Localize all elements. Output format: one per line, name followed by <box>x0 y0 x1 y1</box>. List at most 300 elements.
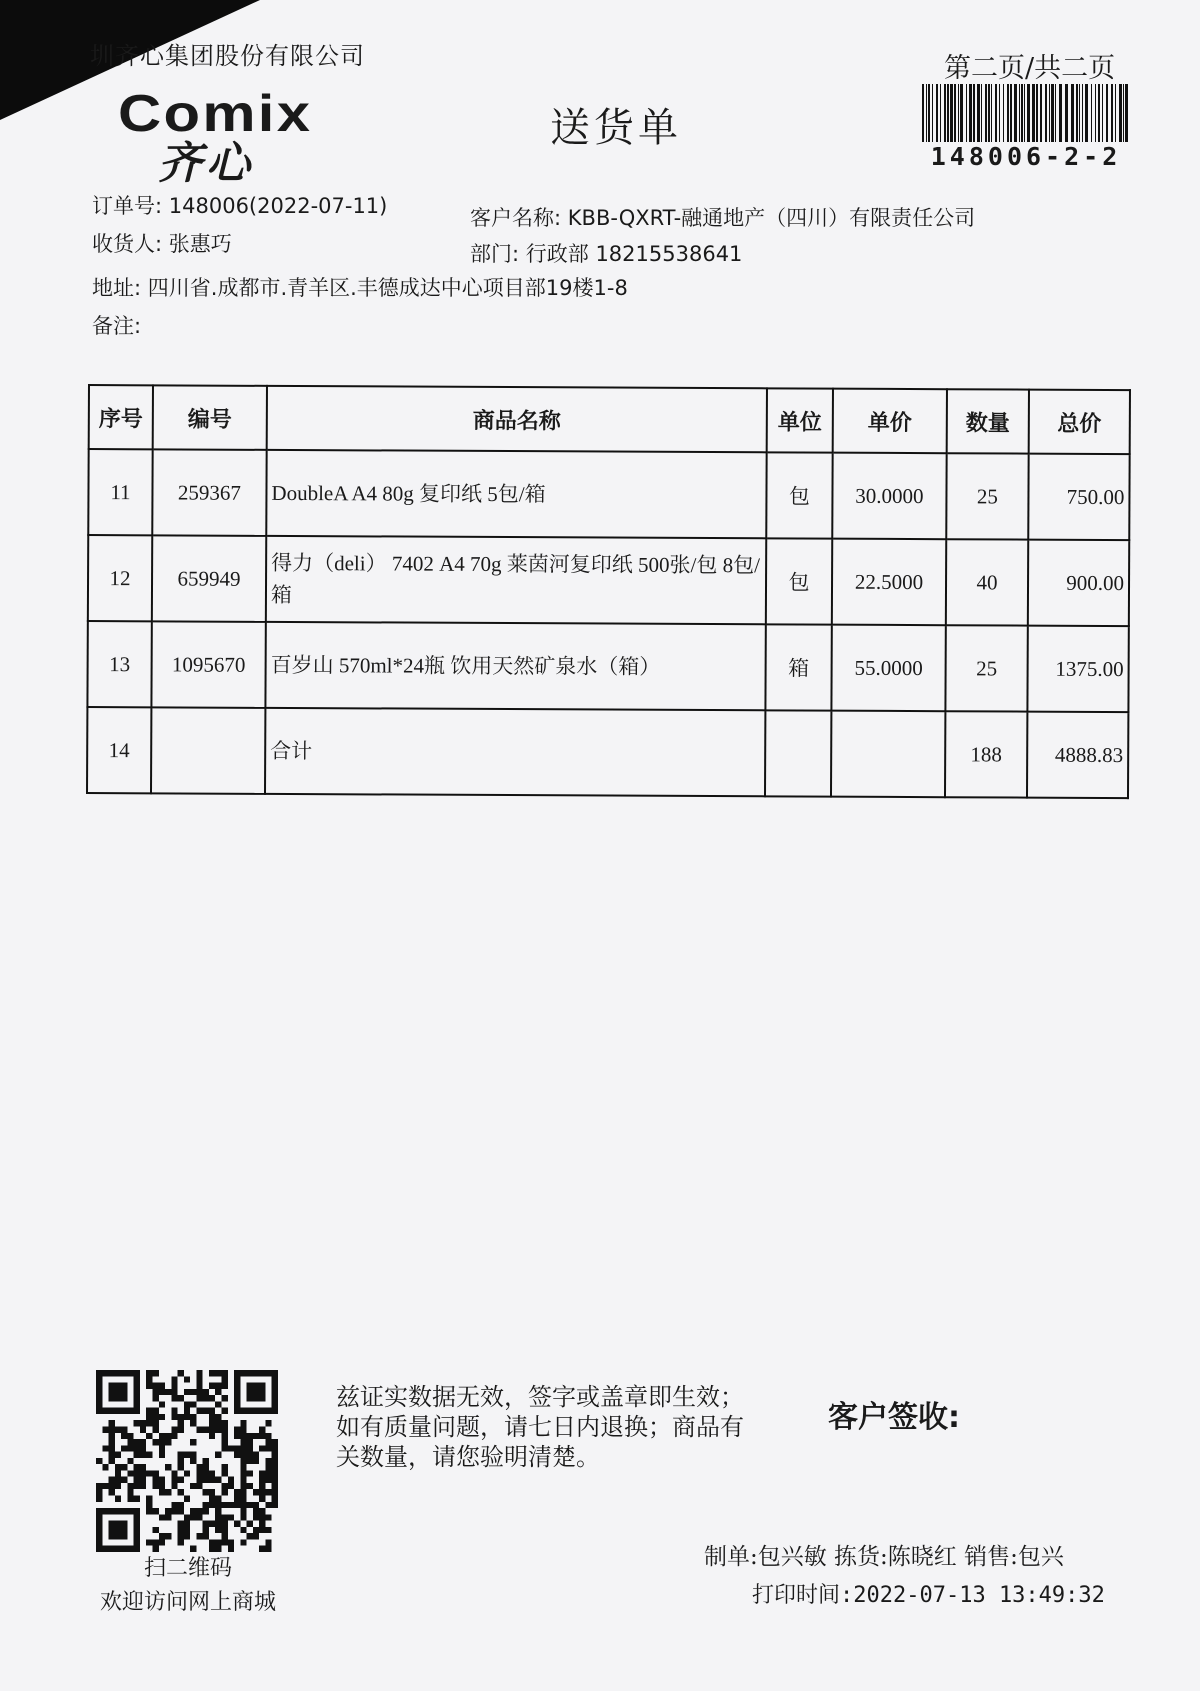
qr-module <box>152 1426 158 1432</box>
cell-no: 12 <box>88 535 152 621</box>
barcode-bar <box>958 84 959 142</box>
address-value: 四川省.成都市.青羊区.丰德成达中心项目部19楼1-8 <box>147 276 628 300</box>
cell-total: 1375.00 <box>1027 626 1128 712</box>
qr-module <box>146 1496 152 1502</box>
qr-module <box>215 1452 221 1458</box>
qr-module <box>109 1489 115 1495</box>
qr-module <box>215 1383 221 1389</box>
barcode-bar <box>1045 84 1047 142</box>
qr-module <box>240 1508 246 1514</box>
qr-module <box>259 1477 265 1483</box>
qr-module <box>140 1426 146 1432</box>
cell-price: 22.5000 <box>832 539 946 626</box>
qr-module <box>171 1483 177 1489</box>
qr-module <box>234 1445 240 1451</box>
qr-module <box>102 1426 108 1432</box>
qr-module <box>171 1414 177 1420</box>
qr-module <box>109 1433 115 1439</box>
qr-module <box>109 1439 115 1445</box>
barcode-bar <box>1098 84 1100 142</box>
qr-module <box>259 1426 265 1432</box>
remark-label: 备注: <box>92 314 142 338</box>
qr-module <box>152 1383 158 1389</box>
qr-caption <box>72 1552 304 1620</box>
table-header-row <box>89 385 1130 454</box>
logo-text-en: Comix <box>118 85 313 143</box>
qr-module <box>115 1470 121 1476</box>
cell-unit: 包 <box>766 452 832 538</box>
qr-module <box>165 1464 171 1470</box>
qr-module <box>265 1539 271 1545</box>
qr-module <box>240 1426 246 1432</box>
qr-module <box>152 1420 158 1426</box>
qr-module <box>165 1533 171 1539</box>
cell-code: 259367 <box>152 449 266 536</box>
qr-module <box>240 1464 246 1470</box>
qr-module <box>222 1395 228 1401</box>
qr-module <box>209 1489 215 1495</box>
qr-module <box>222 1433 228 1439</box>
barcode-bar <box>1123 84 1124 142</box>
qr-module <box>234 1433 240 1439</box>
qr-module <box>159 1539 165 1545</box>
barcode-bar <box>1076 84 1078 142</box>
barcode-bar <box>1014 84 1017 142</box>
qr-module <box>203 1502 209 1508</box>
barcode-bar <box>1003 84 1004 142</box>
qr-module <box>140 1483 146 1489</box>
qr-module <box>171 1470 177 1476</box>
qr-module <box>228 1514 234 1520</box>
qr-module <box>222 1489 228 1495</box>
cell-code: 1095670 <box>151 621 265 708</box>
barcode-bar <box>999 84 1000 142</box>
qr-module <box>240 1470 246 1476</box>
barcode-bar <box>928 84 930 142</box>
qr-module <box>121 1477 127 1483</box>
barcode-bar <box>1055 84 1056 142</box>
qr-module <box>209 1420 215 1426</box>
qr-module <box>209 1433 215 1439</box>
qr-module <box>209 1496 215 1502</box>
qr-module <box>253 1533 259 1539</box>
qr-module <box>265 1445 271 1451</box>
cell-qty: 25 <box>946 453 1028 539</box>
qr-module <box>209 1370 215 1376</box>
qr-module <box>171 1383 177 1389</box>
barcode-bar <box>1095 84 1096 142</box>
qr-module <box>190 1452 196 1458</box>
qr-module <box>171 1508 177 1514</box>
barcode-bar <box>1036 84 1038 142</box>
qr-module <box>152 1477 158 1483</box>
qr-module <box>215 1527 221 1533</box>
qr-module <box>134 1496 140 1502</box>
barcode-bar <box>1082 84 1083 142</box>
qr-module <box>152 1370 158 1376</box>
qr-module <box>159 1452 165 1458</box>
department <box>470 238 742 268</box>
address-label: 地址: <box>92 276 142 300</box>
qr-module <box>265 1420 271 1426</box>
qr-module <box>146 1408 152 1414</box>
qr-module <box>178 1539 184 1545</box>
qr-module <box>159 1383 165 1389</box>
qr-module <box>215 1502 221 1508</box>
qr-module <box>272 1439 278 1445</box>
qr-module <box>265 1489 271 1495</box>
barcode-bar <box>1091 84 1092 142</box>
qr-module <box>222 1521 228 1527</box>
qr-module <box>121 1445 127 1451</box>
barcode-bar <box>966 84 967 142</box>
qr-module <box>222 1370 228 1376</box>
qr-module <box>259 1527 265 1533</box>
qr-module <box>196 1389 202 1395</box>
qr-module <box>247 1458 253 1464</box>
cell-qty: 25 <box>945 625 1027 711</box>
qr-module <box>259 1445 265 1451</box>
qr-module <box>228 1483 234 1489</box>
qr-module <box>140 1477 146 1483</box>
qr-module <box>146 1370 152 1376</box>
qr-module <box>159 1389 165 1395</box>
qr-module <box>121 1426 127 1432</box>
barcode-bar <box>1051 84 1054 142</box>
qr-module <box>234 1502 240 1508</box>
qr-module <box>178 1502 184 1508</box>
qr-module <box>178 1521 184 1527</box>
qr-module <box>247 1502 253 1508</box>
qr-module <box>259 1496 265 1502</box>
barcode-bar <box>1021 84 1023 142</box>
qr-module <box>196 1408 202 1414</box>
qr-module <box>222 1376 228 1382</box>
qr-module <box>234 1496 240 1502</box>
qr-module <box>184 1401 190 1407</box>
qr-module <box>165 1489 171 1495</box>
qr-module <box>222 1502 228 1508</box>
qr-module <box>203 1470 209 1476</box>
qr-module <box>272 1445 278 1451</box>
barcode-bar <box>1024 84 1025 142</box>
qr-module <box>152 1389 158 1395</box>
qr-module <box>159 1514 165 1520</box>
staff-line: 制单:包兴敏 拣货:陈晓红 销售:包兴 <box>704 1544 1064 1570</box>
barcode-bar <box>973 84 975 142</box>
qr-module <box>253 1508 259 1514</box>
qr-module <box>190 1483 196 1489</box>
qr-module <box>272 1477 278 1483</box>
qr-module <box>272 1470 278 1476</box>
qr-module <box>240 1489 246 1495</box>
table-row <box>88 535 1129 626</box>
qr-module <box>222 1533 228 1539</box>
cell-no: 13 <box>87 621 151 707</box>
qr-module <box>152 1483 158 1489</box>
qr-module <box>234 1489 240 1495</box>
qr-module <box>127 1483 133 1489</box>
qr-module <box>222 1539 228 1545</box>
qr-module <box>127 1470 133 1476</box>
qr-module <box>184 1496 190 1502</box>
qr-module <box>203 1527 209 1533</box>
barcode-bar <box>977 84 980 142</box>
qr-module <box>196 1370 202 1376</box>
qr-module <box>240 1445 246 1451</box>
qr-module <box>209 1414 215 1420</box>
qr-module <box>159 1483 165 1489</box>
cell-no: 14 <box>87 707 151 793</box>
qr-module <box>253 1502 259 1508</box>
qr-module <box>240 1527 246 1533</box>
qr-module <box>171 1408 177 1414</box>
qr-module <box>109 1458 115 1464</box>
barcode-bar <box>950 84 953 142</box>
cell-code: 659949 <box>152 535 266 622</box>
qr-module <box>115 1426 121 1432</box>
cell-name: 得力（deli） 7402 A4 70g 莱茵河复印纸 500张/包 8包/箱 <box>266 536 766 624</box>
qr-module <box>152 1527 158 1533</box>
qr-module <box>196 1383 202 1389</box>
qr-module <box>247 1483 253 1489</box>
qr-module <box>109 1420 115 1426</box>
qr-module <box>171 1395 177 1401</box>
qr-module <box>178 1395 184 1401</box>
qr-module <box>178 1452 184 1458</box>
qr-module <box>222 1426 228 1432</box>
qr-module <box>134 1439 140 1445</box>
qr-module <box>259 1470 265 1476</box>
qr-module <box>240 1439 246 1445</box>
cell-unit: 箱 <box>765 624 831 710</box>
barcode-bar <box>922 84 924 142</box>
qr-module <box>190 1401 196 1407</box>
qr-module <box>196 1470 202 1476</box>
cell-total: 900.00 <box>1028 540 1129 626</box>
qr-module <box>171 1502 177 1508</box>
cell-total: 4888.83 <box>1027 712 1128 798</box>
qr-module <box>222 1439 228 1445</box>
qr-module <box>209 1408 215 1414</box>
barcode-bar <box>1010 84 1012 142</box>
qr-module <box>203 1521 209 1527</box>
page-indicator: 第二页/共二页 <box>944 53 1116 84</box>
qr-module <box>247 1452 253 1458</box>
qr-module <box>259 1483 265 1489</box>
qr-module <box>234 1426 240 1432</box>
qr-module <box>127 1445 133 1451</box>
qr-module <box>96 1489 102 1495</box>
qr-module <box>253 1452 259 1458</box>
qr-module <box>265 1464 271 1470</box>
qr-module <box>240 1420 246 1426</box>
header-qty: 数量 <box>947 389 1029 453</box>
qr-module <box>265 1527 271 1533</box>
qr-module <box>203 1458 209 1464</box>
qr-module <box>184 1408 190 1414</box>
qr-module <box>215 1539 221 1545</box>
qr-module <box>146 1508 152 1514</box>
qr-code[interactable] <box>96 1370 278 1552</box>
qr-module <box>184 1521 190 1527</box>
qr-module <box>171 1389 177 1395</box>
qr-module <box>234 1452 240 1458</box>
barcode-bar <box>944 84 946 142</box>
header-no: 序号 <box>89 385 153 449</box>
qr-module <box>165 1514 171 1520</box>
qr-module <box>215 1426 221 1432</box>
qr-module <box>178 1464 184 1470</box>
qr-module <box>178 1426 184 1432</box>
qr-module <box>146 1433 152 1439</box>
qr-module <box>134 1470 140 1476</box>
qr-module <box>196 1464 202 1470</box>
qr-module <box>134 1464 140 1470</box>
items-table <box>86 384 1131 799</box>
qr-module <box>115 1483 121 1489</box>
qr-module <box>152 1470 158 1476</box>
qr-module <box>184 1389 190 1395</box>
qr-module <box>190 1508 196 1514</box>
qr-module <box>228 1502 234 1508</box>
qr-module <box>203 1508 209 1514</box>
barcode-bar <box>1106 84 1108 142</box>
qr-module <box>259 1521 265 1527</box>
qr-module <box>247 1439 253 1445</box>
qr-module <box>196 1426 202 1432</box>
barcode-number: 148006-2-2 <box>930 142 1122 171</box>
qr-module <box>215 1496 221 1502</box>
cell-code <box>151 707 265 794</box>
qr-module <box>152 1508 158 1514</box>
qr-module <box>146 1376 152 1382</box>
qr-module <box>228 1445 234 1451</box>
qr-module <box>215 1508 221 1514</box>
qr-module <box>152 1408 158 1414</box>
cell-price: 30.0000 <box>832 453 946 540</box>
qr-module <box>190 1389 196 1395</box>
cell-no: 11 <box>88 449 152 535</box>
qr-module <box>115 1464 121 1470</box>
qr-module <box>222 1514 228 1520</box>
header-code: 编号 <box>153 385 267 450</box>
qr-module <box>146 1452 152 1458</box>
qr-module <box>253 1489 259 1495</box>
qr-module <box>247 1433 253 1439</box>
barcode-bar <box>932 84 933 142</box>
qr-module <box>190 1458 196 1464</box>
barcode-bar <box>1032 84 1035 142</box>
cell-price <box>831 711 945 798</box>
qr-module <box>259 1433 265 1439</box>
qr-module <box>259 1514 265 1520</box>
qr-module <box>272 1458 278 1464</box>
cell-qty: 40 <box>946 539 1028 625</box>
qr-module <box>159 1439 165 1445</box>
barcode-bar <box>1125 84 1128 142</box>
address <box>92 272 628 302</box>
qr-module <box>152 1439 158 1445</box>
qr-caption-mall: 欢迎访问网上商城 <box>99 1590 276 1615</box>
qr-module <box>96 1458 102 1464</box>
order-number <box>92 190 387 220</box>
cell-name: 百岁山 570ml*24瓶 饮用天然矿泉水（箱） <box>265 622 765 710</box>
qr-module <box>127 1496 133 1502</box>
qr-module <box>102 1464 108 1470</box>
qr-module <box>178 1370 184 1376</box>
qr-module <box>240 1514 246 1520</box>
barcode <box>920 84 1132 142</box>
qr-module <box>190 1414 196 1420</box>
barcode-bar <box>940 84 941 142</box>
qr-module <box>140 1420 146 1426</box>
barcode-bar <box>1111 84 1113 142</box>
qr-module <box>196 1514 202 1520</box>
qr-module <box>215 1401 221 1407</box>
qr-module <box>222 1464 228 1470</box>
qr-module <box>240 1496 246 1502</box>
qr-module <box>184 1533 190 1539</box>
barcode-bar <box>954 84 956 142</box>
cell-qty: 188 <box>945 711 1027 797</box>
qr-module <box>196 1483 202 1489</box>
qr-module <box>247 1533 253 1539</box>
qr-module <box>109 1477 115 1483</box>
qr-module <box>109 1452 115 1458</box>
qr-module <box>121 1464 127 1470</box>
cell-total: 750.00 <box>1028 454 1129 540</box>
qr-module <box>127 1433 133 1439</box>
qr-module <box>102 1483 108 1489</box>
customer-name-value: KBB-QXRT-融通地产（四川）有限责任公司 <box>567 206 976 230</box>
qr-module <box>178 1458 184 1464</box>
receiver <box>92 228 232 258</box>
qr-module <box>247 1521 253 1527</box>
qr-module <box>146 1383 152 1389</box>
qr-module <box>215 1477 221 1483</box>
qr-module <box>240 1502 246 1508</box>
qr-module <box>203 1426 209 1432</box>
qr-module <box>109 1483 115 1489</box>
qr-module <box>159 1533 165 1539</box>
qr-module <box>134 1452 140 1458</box>
department-label: 部门: <box>470 242 520 266</box>
receiver-value: 张惠巧 <box>168 232 232 256</box>
barcode-bar <box>947 84 949 142</box>
qr-module <box>240 1539 246 1545</box>
qr-module <box>215 1370 221 1376</box>
barcode-bar <box>1065 84 1068 142</box>
barcode-bar <box>1049 84 1050 142</box>
table-row <box>88 449 1129 540</box>
qr-module <box>184 1452 190 1458</box>
qr-module <box>196 1477 202 1483</box>
customer-name <box>470 202 975 232</box>
qr-module <box>171 1426 177 1432</box>
barcode-bar <box>936 84 938 142</box>
qr-module <box>265 1458 271 1464</box>
qr-module <box>272 1489 278 1495</box>
document-title: 送货单 <box>550 105 682 151</box>
qr-module <box>209 1521 215 1527</box>
qr-module <box>209 1470 215 1476</box>
qr-module <box>159 1433 165 1439</box>
qr-module <box>240 1458 246 1464</box>
qr-module <box>228 1539 234 1545</box>
qr-module <box>209 1539 215 1545</box>
qr-module <box>140 1439 146 1445</box>
